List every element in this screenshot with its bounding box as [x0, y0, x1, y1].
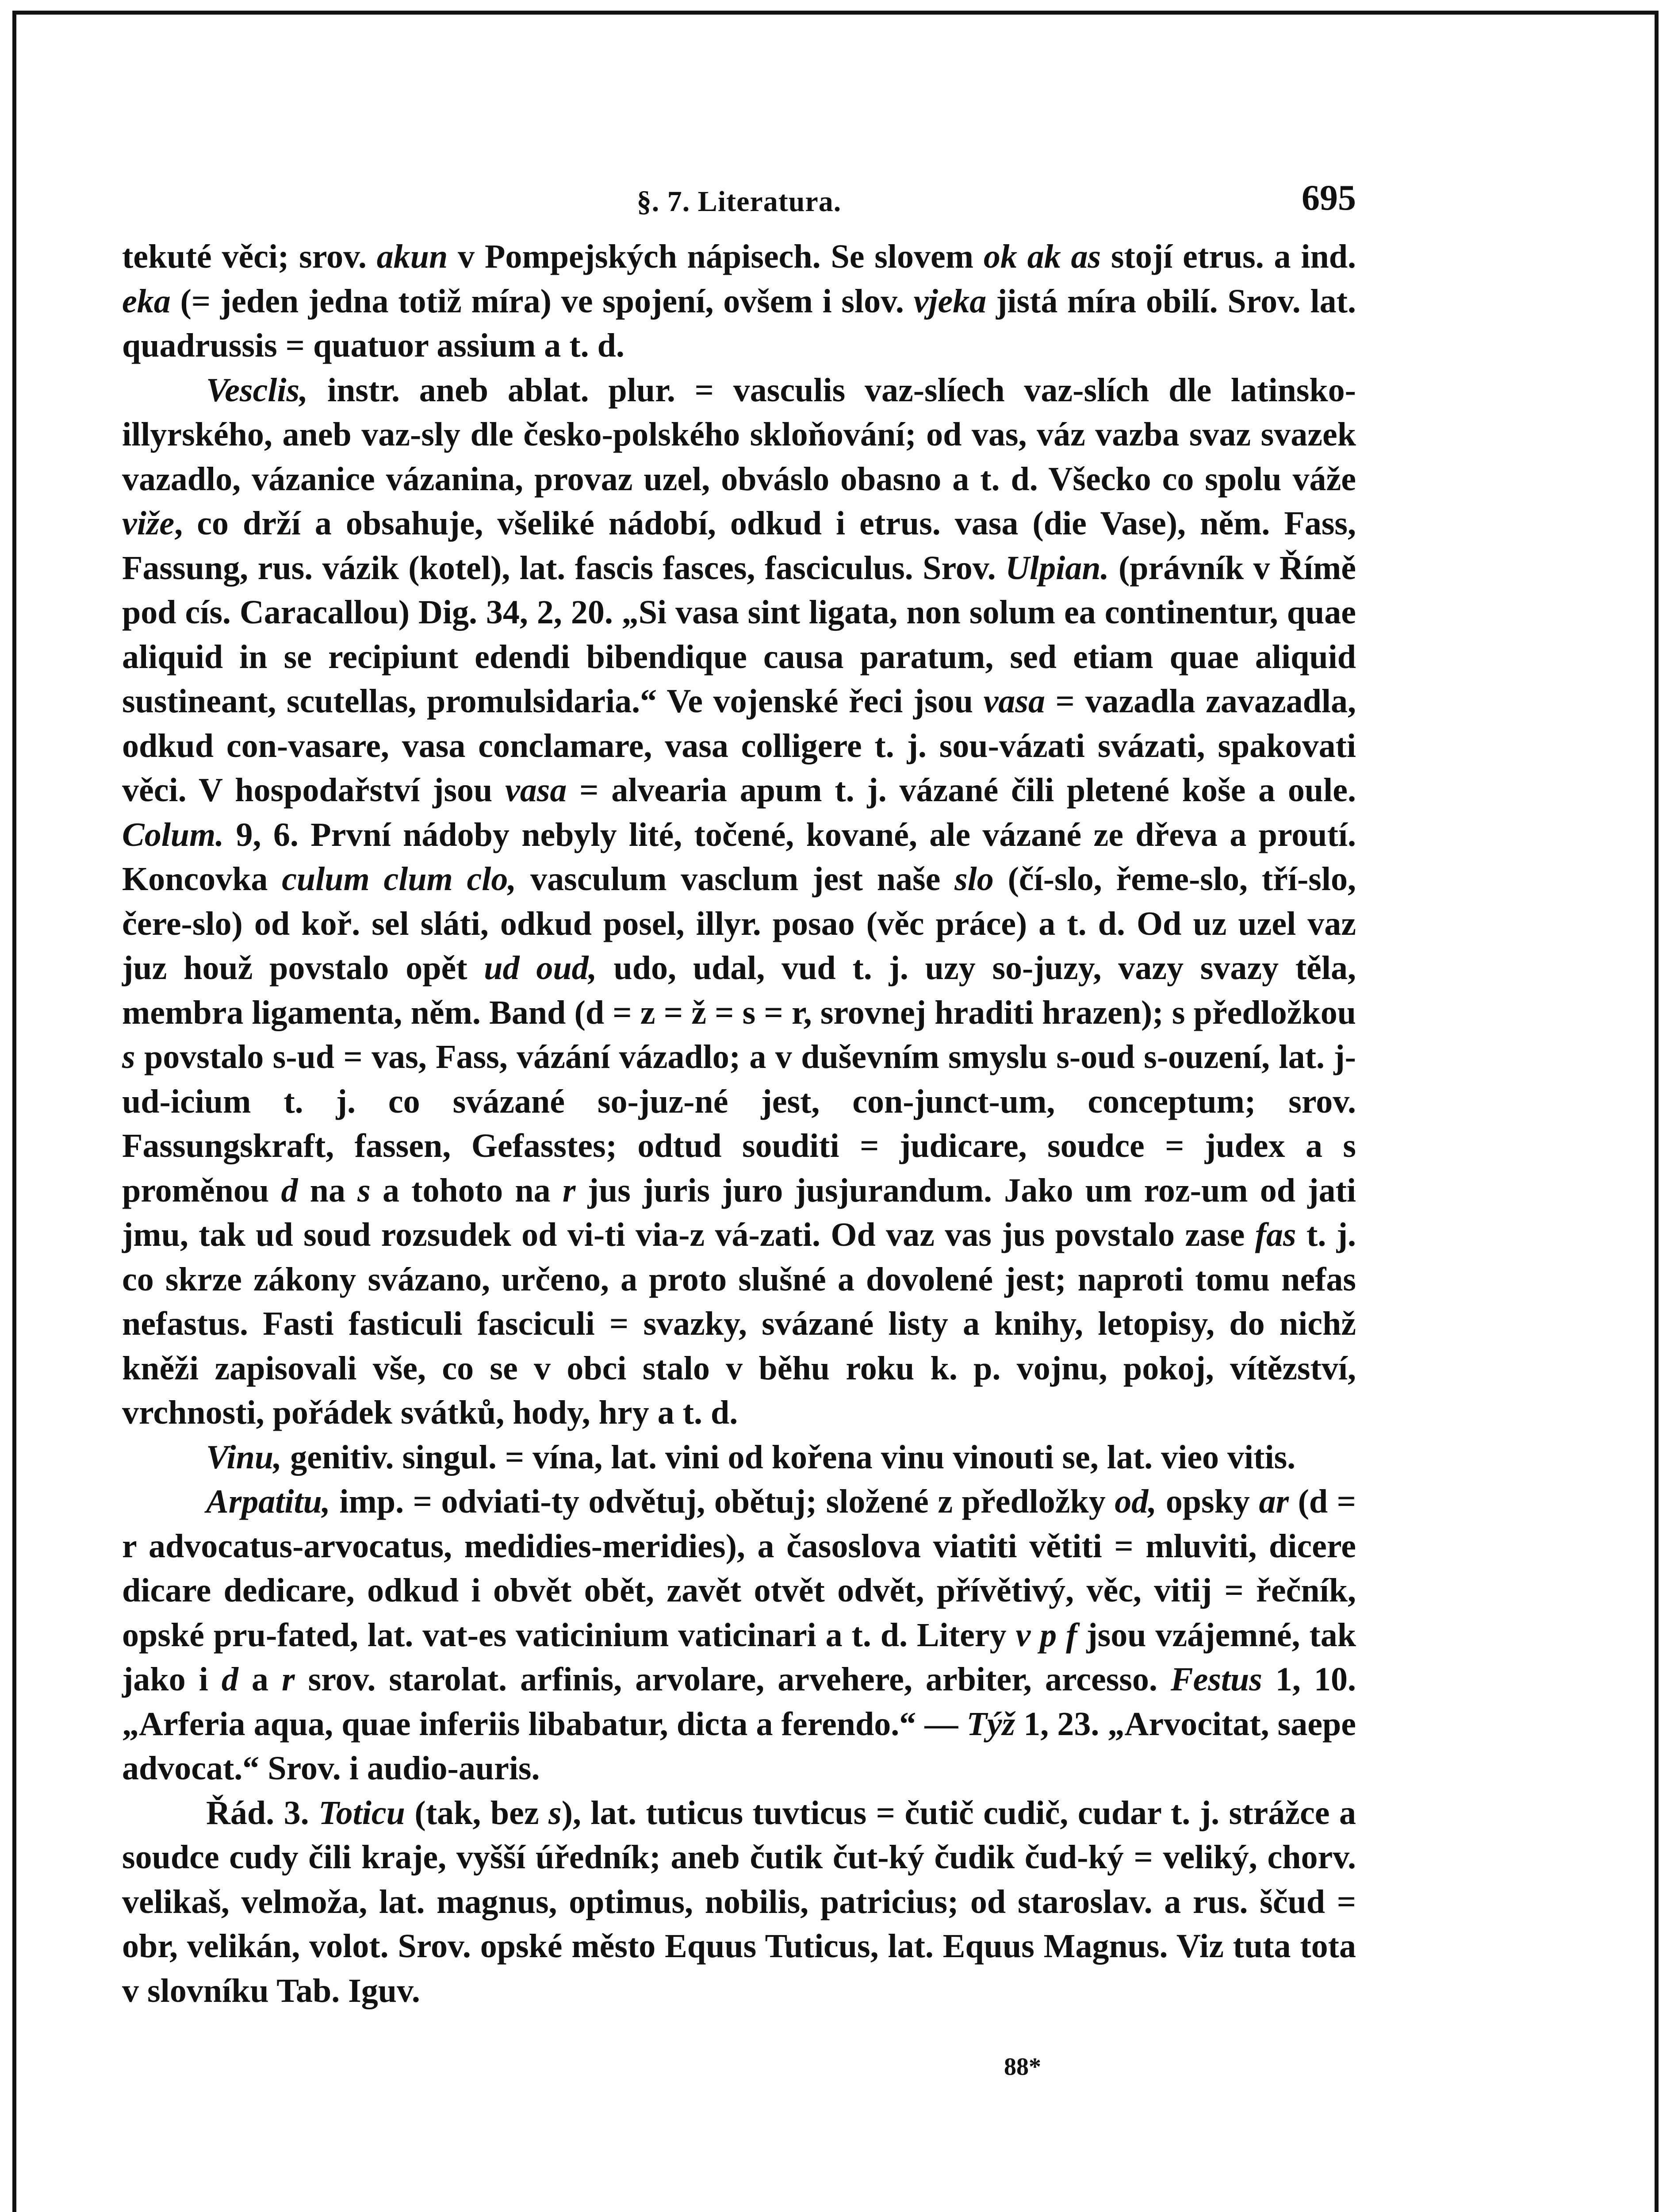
italic-text: Týž: [966, 1705, 1015, 1743]
italic-text: s: [122, 1038, 135, 1075]
text-run: v Pompejských nápisech. Se slovem: [448, 238, 984, 275]
italic-text: s: [548, 1794, 562, 1832]
italic-text: r: [562, 1171, 576, 1209]
text-run: 1, 23. „Arvocitat, saepe advocat.“ Srov. i audio-auris.: [122, 1705, 1356, 1787]
text-run: = vazadla zavazadla, odkud con-vasare, vasa conclamare, vasa colligere t. j. sou-vázati svázati, spakovati věci. V hospodařství jsou: [122, 683, 1356, 809]
italic-text: vasa: [983, 683, 1045, 720]
paragraph: [122, 234, 1356, 368]
italic-text: ok ak as: [983, 238, 1101, 275]
text-run: ), lat. tuticus tuvticus = čutič cudič, cudar t. j. strážce a soudce cudy čili kraje, vyšší úředník; aneb čutik čut-ký čudik čud-ký = veliký, chorv. velikaš, velmoža, lat. magnus, optimus, nobilis, patricius; od staroslav. a rus. ščud = obr, velikán, volot. Srov. opské město Equus Tuticus, lat. Equus Magnus. Viz tuta tota v slovníku Tab. Iguv.: [122, 1794, 1356, 2009]
page-body: [122, 234, 1356, 2013]
text-run: 9, 6. První nádoby nebyly lité, točené, kované, ale vázané ze dřeva a proutí. Koncovka: [122, 816, 1356, 898]
italic-text: Colum.: [122, 816, 224, 853]
page-number: 695: [1302, 177, 1356, 218]
text-run: povstalo s-ud = vas, Fass, vázání vázadlo; a v duševním smyslu s-oud s-ouzení, lat. j-ud-icium t. j. co svázané so-juz-né jest, con-junct-um, conceptum; srov. Fassungskraft, fassen, Gefasstes; odtud souditi = judicare, soudce = judex a s proměnou: [122, 1038, 1356, 1209]
italic-text: d: [221, 1661, 238, 1698]
italic-text: culum clum clo,: [282, 860, 517, 898]
book-page: [122, 177, 1356, 2013]
text-run: (čí-slo, řeme-slo, tří-slo, čere-slo) od koř. sel sláti, odkud posel, illyr. posao (věc práce) a t. d. Od uz uzel vaz juz houž povstalo opět: [122, 860, 1356, 987]
italic-text: v p f: [1015, 1616, 1077, 1654]
italic-text: eka: [122, 282, 171, 320]
text-run: (právník v Římě pod cís. Caracallou) Dig. 34, 2, 20. „Si vasa sint ligata, non solum ea continentur, quae aliquid in se recipiunt edendi bibendique causa paratum, sed etiam quae aliquid sustineant, scutellas, promulsidaria.“ Ve vojenské řeci jsou: [122, 549, 1356, 720]
paragraph: [122, 1435, 1356, 1480]
text-run: instr. aneb ablat. plur. = vasculis vaz-slíech vaz-slích dle latinsko-illyrského, aneb vaz-sly dle česko-polského skloňování; od vas, váz vazba svaz svazek vazadlo, vázanice vázanina, provaz uzel, obváslo obasno a t. d. Všecko co spolu váže: [122, 371, 1356, 498]
running-title: §. 7. Literatura.: [636, 185, 842, 218]
italic-text: Festus: [1170, 1661, 1262, 1698]
text-run: jsou vzájemné, tak jako i: [122, 1616, 1356, 1698]
text-run: a: [238, 1661, 282, 1698]
text-run: na: [298, 1171, 358, 1209]
italic-text: r: [281, 1661, 295, 1698]
italic-text: s: [357, 1171, 371, 1209]
italic-text: d: [281, 1171, 298, 1209]
italic-text: Vesclis,: [206, 371, 308, 409]
italic-text: ar: [1259, 1483, 1289, 1520]
page-header: [122, 177, 1356, 234]
text-run: a tohoto na: [370, 1171, 563, 1209]
italic-text: Arpatitu,: [206, 1483, 330, 1520]
text-run: Řád. 3.: [206, 1794, 319, 1832]
text-run: srov. starolat. arfinis, arvolare, arvehere, arbiter, arcesso.: [295, 1661, 1171, 1698]
text-run: tekuté věci; srov.: [122, 238, 377, 275]
paragraph: [122, 1791, 1356, 2013]
text-run: vasculum vasclum jest naše: [516, 860, 955, 898]
italic-text: ud oud,: [484, 949, 597, 987]
italic-text: vjeka: [913, 282, 987, 320]
text-run: jistá míra obilí. Srov. lat. quadrussis = quatuor assium a t. d.: [122, 282, 1356, 364]
text-run: t. j. co skrze zákony svázano, určeno, a proto slušné a dovolené jest; naproti tomu nefas nefastus. Fasti fasticuli fasciculi = svazky, svázané listy a knihy, letopisy, do nichž kněži zapisovali vše, co se v obci stalo v běhu roku k. p. vojnu, pokoj, vítězství, vrchnosti, pořádek svátků, hody, hry a t. d.: [122, 1216, 1356, 1431]
signature-mark: 88*: [1004, 2053, 1041, 2081]
italic-text: viže: [122, 505, 175, 542]
italic-text: Ulpian.: [1005, 549, 1109, 587]
text-run: opsky: [1157, 1483, 1259, 1520]
text-run: 1, 10. „Arferia aqua, quae inferiis libabatur, dicta a ferendo.“ —: [122, 1661, 1356, 1743]
italic-text: vasa: [505, 772, 567, 809]
text-run: genitiv. singul. = vína, lat. vini od kořena vinu vinouti se, lat. vieo vitis.: [282, 1438, 1296, 1476]
paragraph: [122, 1479, 1356, 1791]
text-run: jus juris juro jusjurandum. Jako um roz-um od jati jmu, tak ud soud rozsudek od vi-ti via-z vá-zati. Od vaz vas jus povstalo zase: [122, 1171, 1356, 1253]
text-run: (tak, bez: [405, 1794, 549, 1832]
italic-text: akun: [376, 238, 448, 275]
italic-text: fas: [1255, 1216, 1296, 1253]
text-run: = alvearia apum t. j. vázané čili pletené koše a oule.: [567, 772, 1356, 809]
text-run: , co drží a obsahuje, všeliké nádobí, odkud i etrus. vasa (die Vase), něm. Fass, Fassung, rus. vázik (kotel), lat. fascis fasces, fasciculus. Srov.: [122, 505, 1356, 587]
italic-text: Vinu,: [206, 1438, 282, 1476]
text-run: (= jeden jedna totiž míra) ve spojení, ovšem i slov.: [170, 282, 914, 320]
text-run: udo, udal, vud t. j. uzy so-juzy, vazy svazy těla, membra ligamenta, něm. Band (d = z = ž = s = r, srovnej hraditi hrazen); s předložkou: [122, 949, 1356, 1031]
paragraph: [122, 368, 1356, 1435]
italic-text: slo: [954, 860, 994, 898]
text-run: imp. = odviati-ty odvětuj, obětuj; složené z předložky: [330, 1483, 1115, 1520]
text-run: (d = r advocatus-arvocatus, medidies-meridies), a časoslova viatiti větiti = mluviti, dicere dicare dedicare, odkud i obvět obět, zavět otvět odvět, přívětivý, věc, vitij = řečník, opské pru-fated, lat. vat-es vaticinium vaticinari a t. d. Litery: [122, 1483, 1356, 1654]
italic-text: od,: [1115, 1483, 1157, 1520]
text-run: stojí etrus. a ind.: [1101, 238, 1356, 275]
italic-text: Toticu: [318, 1794, 405, 1832]
